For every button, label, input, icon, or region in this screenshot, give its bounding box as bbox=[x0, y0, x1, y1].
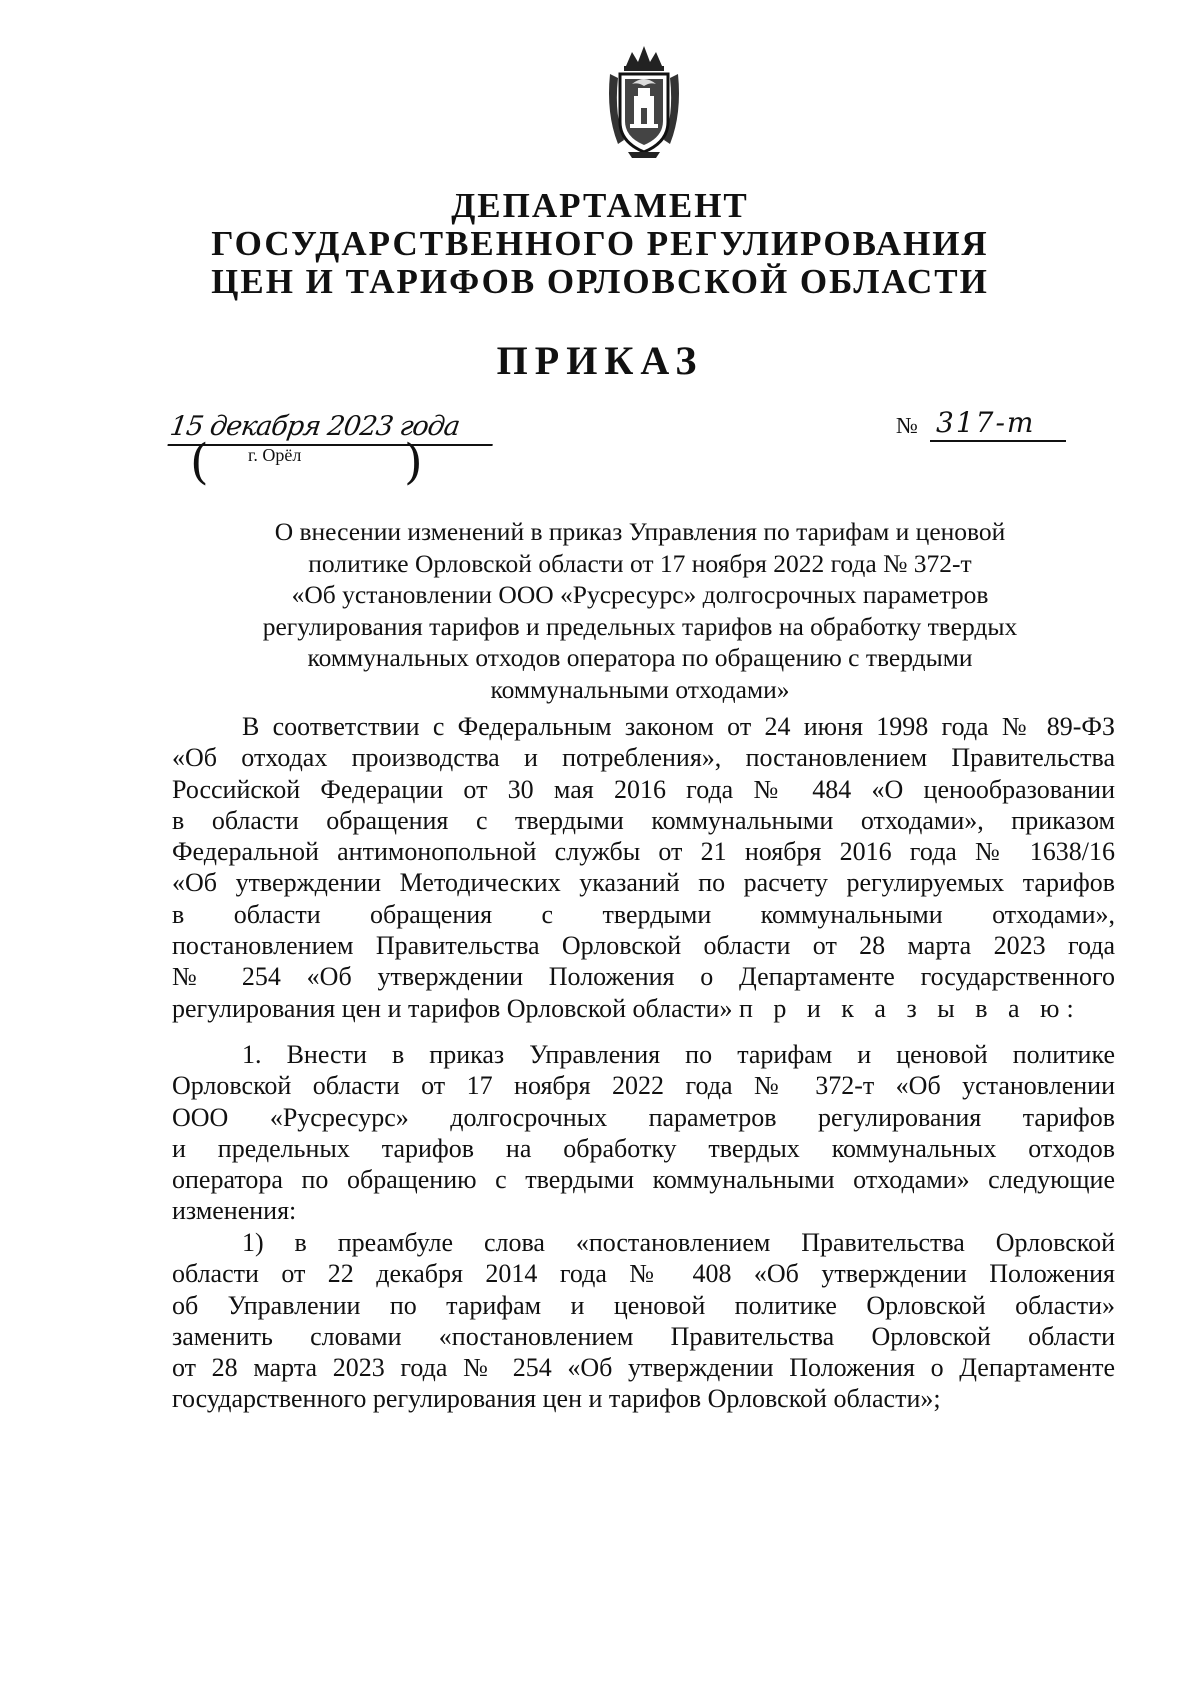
number-label: № bbox=[896, 413, 918, 438]
paragraph-line: в области обращения с твердыми коммунальными отходами», приказом bbox=[172, 805, 1115, 835]
city-label: г. Орёл bbox=[248, 445, 302, 465]
paragraph-line: изменения: bbox=[172, 1196, 297, 1226]
paragraph-line: государственного регулирования цен и тарифов Орловской области»; bbox=[172, 1384, 941, 1414]
item-1-paragraph bbox=[172, 1039, 1115, 1227]
paragraph-line: Орловской области от 17 ноября 2022 года № 372-т «Об установлении bbox=[172, 1071, 1115, 1101]
department-title-line-1: ДЕПАРТАМЕНТ bbox=[451, 186, 749, 225]
handwritten-number: 317-т bbox=[930, 406, 1066, 442]
paragraph-line: Российской Федерации от 30 мая 2016 года № 484 «О ценообразовании bbox=[172, 774, 1115, 804]
handwritten-date: 15 декабря 2023 года bbox=[167, 410, 497, 446]
item-1-1-paragraph bbox=[172, 1227, 1115, 1415]
document-type-heading: ПРИКАЗ bbox=[496, 338, 704, 383]
subject-line: О внесении изменений в приказ Управления по тарифам и ценовой bbox=[274, 517, 1006, 546]
department-title-line-2: ГОСУДАРСТВЕННОГО РЕГУЛИРОВАНИЯ bbox=[211, 224, 989, 263]
paragraph-line: Федеральной антимонопольной службы от 21 ноября 2016 года № 1638/16 bbox=[172, 837, 1115, 867]
paragraph-line: в области обращения с твердыми коммунальными отходами», bbox=[172, 899, 1115, 929]
subject-line: регулирования тарифов и предельных тарифов на обработку твердых bbox=[262, 611, 1018, 641]
paragraph-line bbox=[172, 993, 1115, 1024]
paragraph-line: постановлением Правительства Орловской области от 28 марта 2023 года bbox=[172, 931, 1115, 961]
paragraph-line: оператора по обращению с твердыми коммунальными отходами» следующие bbox=[172, 1165, 1115, 1195]
subject-line: коммунальных отходов оператора по обращению с твердыми bbox=[307, 643, 973, 672]
paragraph-line: «Об утверждении Методических указаний по расчету регулируемых тарифов bbox=[172, 868, 1115, 898]
subject-line: «Об установлении ООО «Русресурс» долгосрочных параметров bbox=[291, 580, 989, 609]
subject-line: коммунальными отходами» bbox=[490, 674, 790, 704]
paragraph-line: и предельных тарифов на обработку твердых коммунальных отходов bbox=[172, 1133, 1115, 1163]
preamble-last-text: регулирования цен и тарифов Орловской области» bbox=[172, 993, 733, 1023]
subject-line: политике Орловской области от 17 ноября 2022 года № 372-т bbox=[308, 548, 972, 578]
paragraph-line: № 254 «Об утверждении Положения о Департаменте государственного bbox=[172, 962, 1115, 992]
paragraph-line: ООО «Русресурс» долгосрочных параметров регулирования тарифов bbox=[172, 1102, 1115, 1132]
paragraph-line: В соответствии с Федеральным законом от 24 июня 1998 года № 89-ФЗ bbox=[242, 712, 1115, 741]
right-parenthesis-mark: ) bbox=[404, 434, 423, 490]
paragraph-line: 1) в преамбуле слова «постановлением Правительства Орловской bbox=[242, 1228, 1115, 1257]
preamble-paragraph bbox=[172, 711, 1115, 1024]
coat-of-arms-emblem bbox=[604, 44, 684, 159]
department-title-line-3: ЦЕН И ТАРИФОВ ОРЛОВСКОЙ ОБЛАСТИ bbox=[211, 262, 989, 301]
paragraph-line: области от 22 декабря 2014 года № 408 «Об утверждении Положения bbox=[172, 1259, 1115, 1289]
paragraph-line: от 28 марта 2023 года № 254 «Об утверждении Положения о Департаменте bbox=[172, 1353, 1115, 1383]
order-subject bbox=[200, 516, 1080, 705]
left-parenthesis-mark: ( bbox=[190, 434, 209, 490]
order-word: п р и к а з ы в а ю: bbox=[738, 993, 1081, 1023]
paragraph-line: 1. Внести в приказ Управления по тарифам и ценовой политике bbox=[242, 1040, 1115, 1069]
paragraph-line: «Об отходах производства и потребления», постановлением Правительства bbox=[172, 743, 1115, 773]
paragraph-line: об Управлении по тарифам и ценовой политике Орловской области» bbox=[172, 1290, 1115, 1320]
paragraph-line: заменить словами «постановлением Правительства Орловской области bbox=[172, 1321, 1115, 1351]
